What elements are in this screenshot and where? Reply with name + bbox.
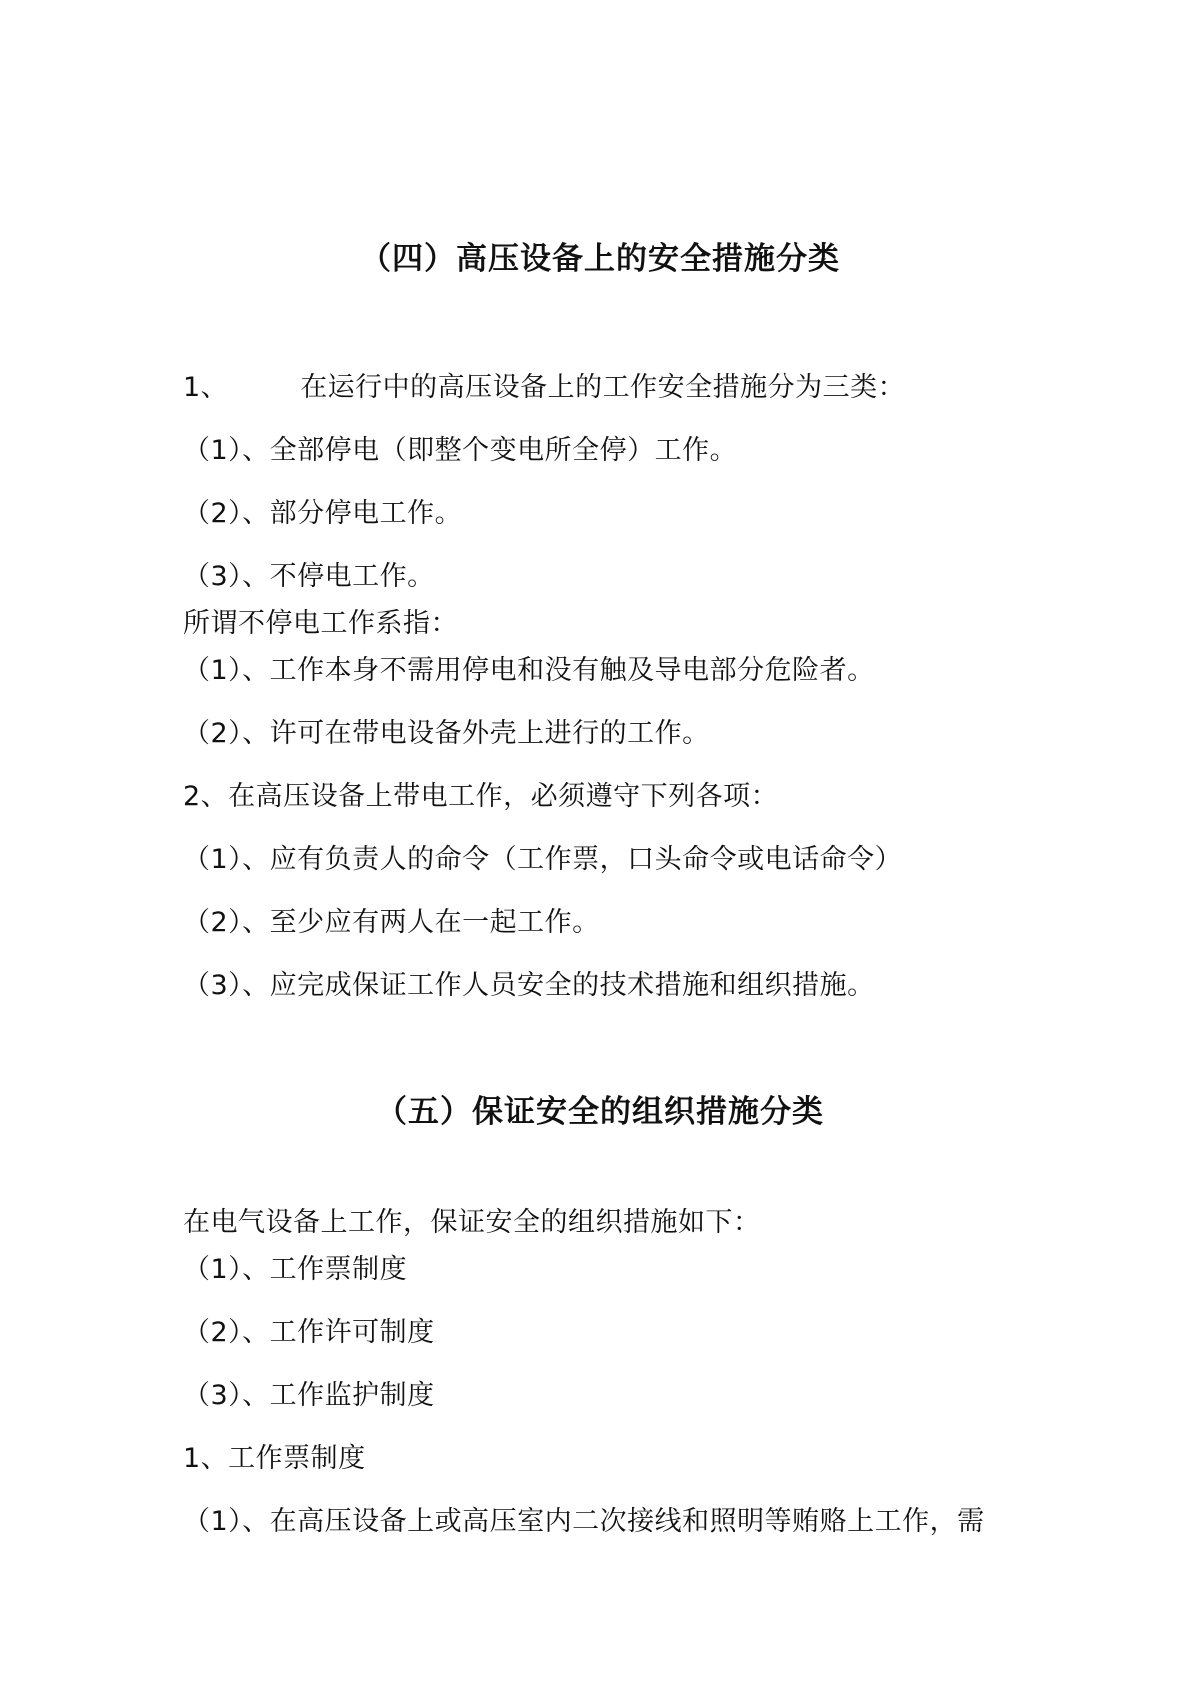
requirement-3: （3）、应完成保证工作人员安全的技术措施和组织措施。 <box>183 970 875 1001</box>
definition-2: （2）、许可在带电设备外壳上进行的工作。 <box>183 718 710 749</box>
definition-1: （1）、工作本身不需用停电和没有触及导电部分危险者。 <box>183 655 875 686</box>
category-2: （2）、部分停电工作。 <box>183 498 463 529</box>
definition-intro: 所谓不停电工作系指： <box>183 608 458 639</box>
section-4-heading: （四）高压设备上的安全措施分类 <box>360 241 840 277</box>
category-1: （1）、全部停电（即整个变电所全停）工作。 <box>183 435 738 466</box>
item-1-text: 在运行中的高压设备上的工作安全措施分为三类： <box>300 372 906 403</box>
work-ticket-paragraph-1: （1）、在高压设备上或高压室内二次接线和照明等贿赂上工作，需 <box>183 1506 985 1537</box>
measure-3: （3）、工作监护制度 <box>183 1380 435 1411</box>
work-ticket-heading: 1、工作票制度 <box>183 1443 366 1474</box>
section-5-intro: 在电气设备上工作，保证安全的组织措施如下： <box>183 1207 761 1238</box>
measure-1: （1）、工作票制度 <box>183 1254 408 1285</box>
category-3: （3）、不停电工作。 <box>183 561 435 592</box>
section-5-heading: （五）保证安全的组织措施分类 <box>376 1094 824 1130</box>
measure-2: （2）、工作许可制度 <box>183 1317 435 1348</box>
item-1 <box>183 365 905 404</box>
item-1-number: 1、 <box>183 372 229 403</box>
requirement-2: （2）、至少应有两人在一起工作。 <box>183 907 600 938</box>
requirement-1: （1）、应有负责人的命令（工作票，口头命令或电话命令） <box>183 844 903 875</box>
item-2: 2、在高压设备上带电工作，必须遵守下列各项： <box>183 781 779 812</box>
